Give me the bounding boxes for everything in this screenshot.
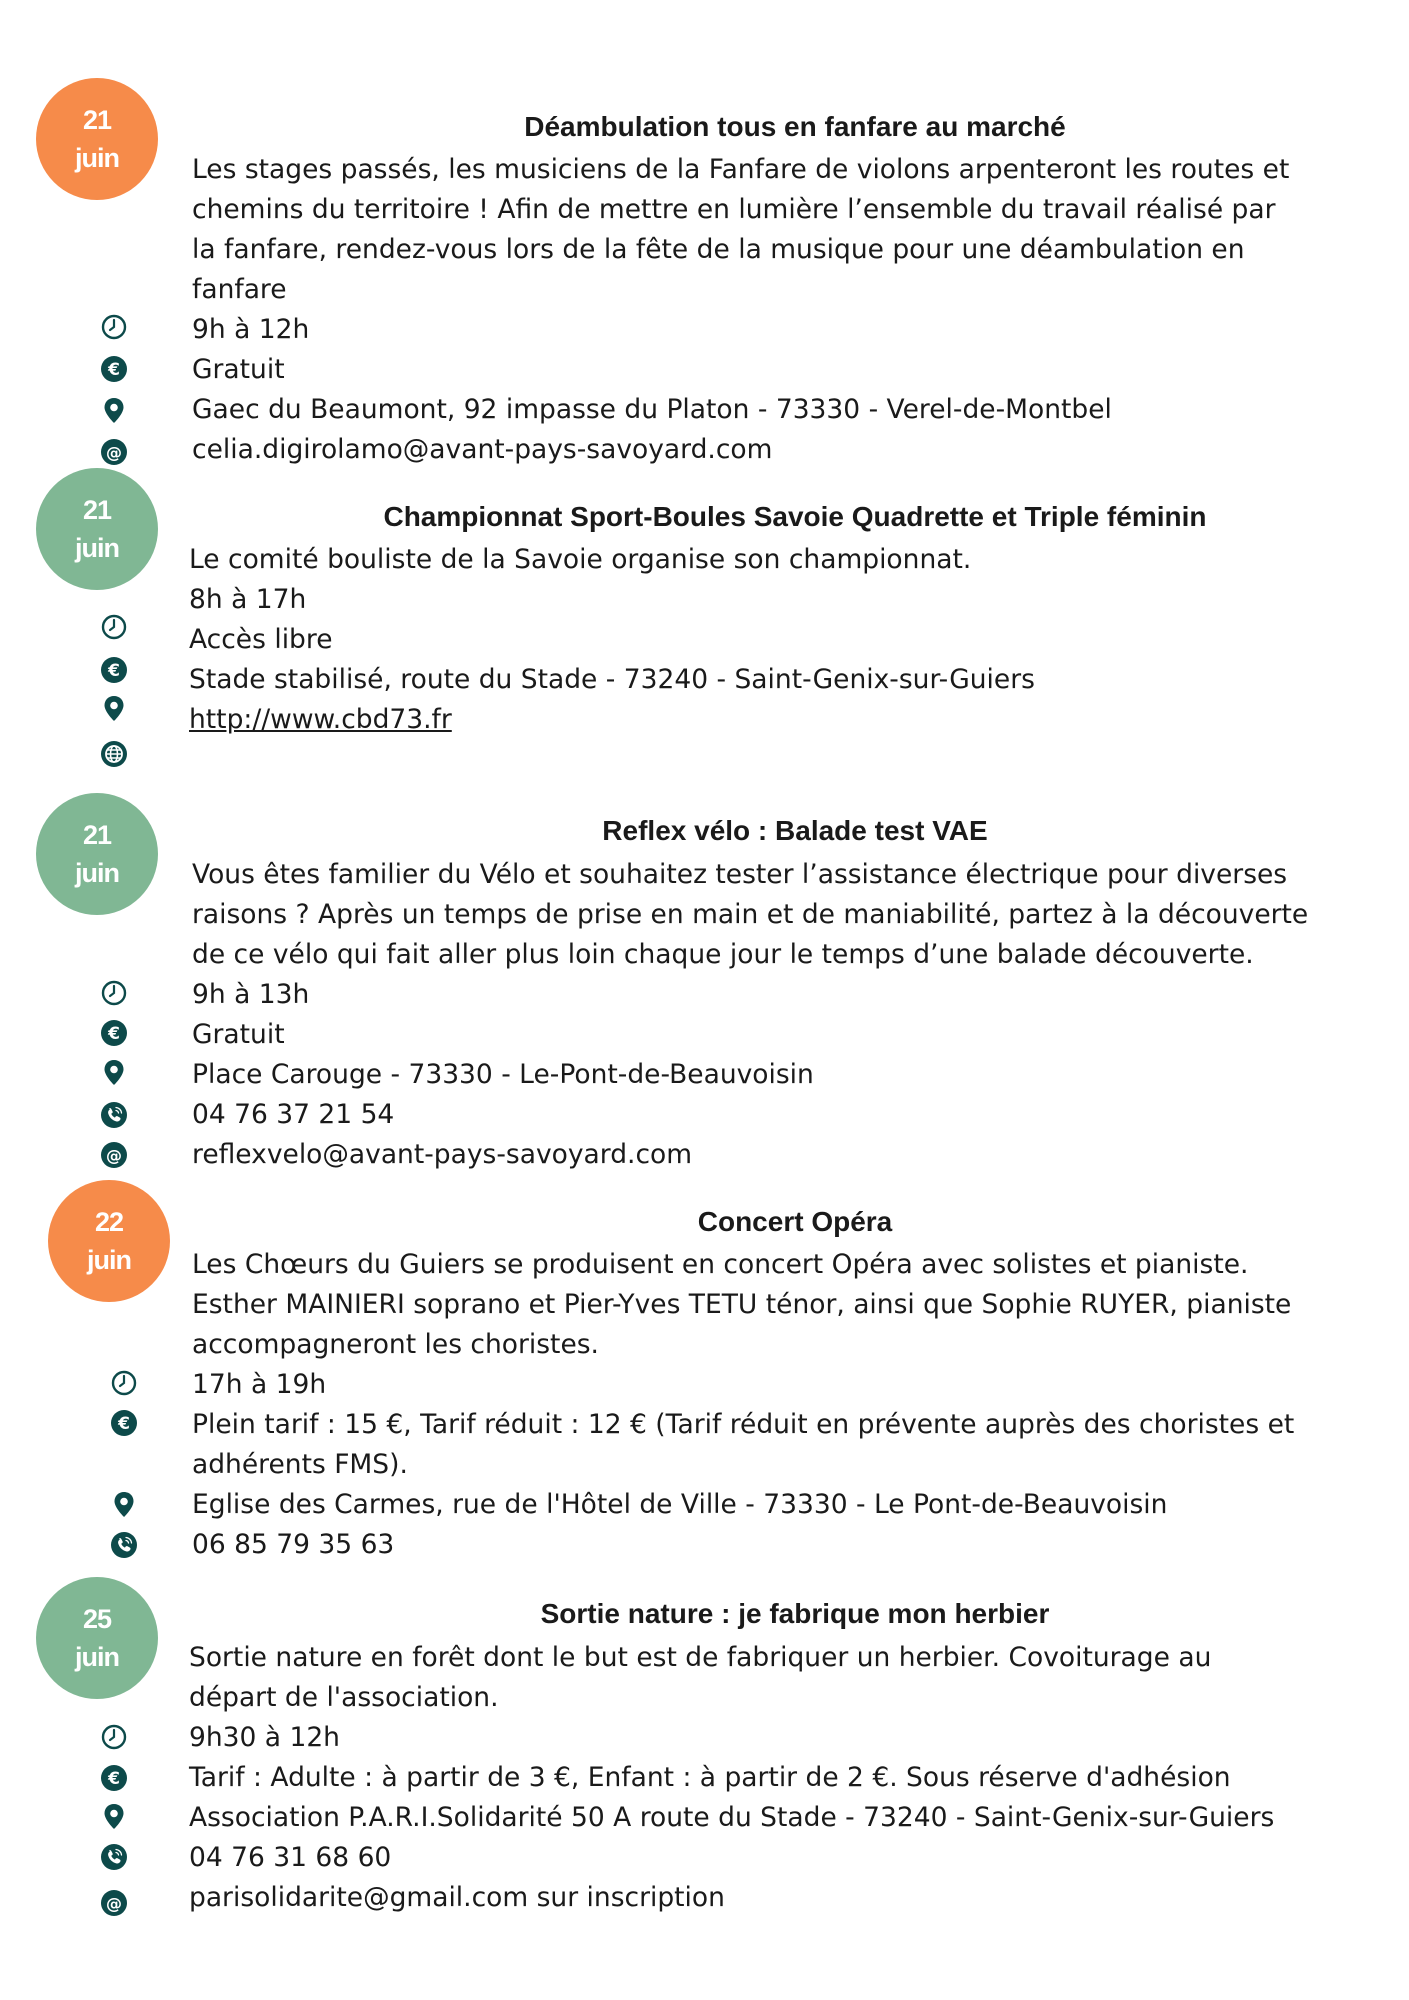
date-badge bbox=[48, 1180, 170, 1302]
date-badge bbox=[36, 78, 158, 200]
event-location: Stade stabilisé, route du Stade - 73240 - Saint-Genix-sur-Guiers bbox=[189, 664, 1035, 695]
phone-icon bbox=[100, 1101, 128, 1129]
euro-icon bbox=[110, 1409, 138, 1437]
event-price: Tarif : Adulte : à partir de 3 €, Enfant : à partir de 2 €. Sous réserve d'adhésion bbox=[189, 1762, 1231, 1793]
event-description: de ce vélo qui fait aller plus loin chaque jour le temps d’une balade découverte. bbox=[192, 939, 1254, 970]
event-time: 17h à 19h bbox=[192, 1369, 327, 1400]
svg-text:@: @ bbox=[106, 1146, 122, 1165]
svg-text:€: € bbox=[118, 1414, 130, 1434]
event-time: 9h à 13h bbox=[192, 979, 310, 1010]
date-day: 25 bbox=[82, 1604, 112, 1634]
phone-icon bbox=[110, 1531, 138, 1559]
location-pin-icon bbox=[100, 1058, 128, 1086]
date-day: 22 bbox=[94, 1207, 124, 1237]
event-price: Accès libre bbox=[189, 624, 333, 655]
globe-icon bbox=[100, 740, 128, 768]
event-price: Gratuit bbox=[192, 1019, 285, 1050]
date-day: 21 bbox=[82, 495, 112, 525]
svg-text:€: € bbox=[108, 1769, 120, 1789]
event-phone: 06 85 79 35 63 bbox=[192, 1529, 395, 1560]
euro-icon bbox=[100, 355, 128, 383]
event-title: Déambulation tous en fanfare au marché bbox=[524, 111, 1066, 142]
location-pin-icon bbox=[110, 1490, 138, 1518]
svg-text:€: € bbox=[108, 360, 120, 380]
event-location: Eglise des Carmes, rue de l'Hôtel de Ville - 73330 - Le Pont-de-Beauvoisin bbox=[192, 1489, 1168, 1520]
location-pin-icon bbox=[100, 694, 128, 722]
event-email[interactable]: reflexvelo@avant-pays-savoyard.com bbox=[192, 1139, 693, 1170]
clock-icon bbox=[100, 613, 128, 641]
event-time: 9h30 à 12h bbox=[189, 1722, 340, 1753]
location-pin-icon bbox=[100, 1802, 128, 1830]
svg-text:€: € bbox=[108, 1024, 120, 1044]
event-website-link[interactable]: http://www.cbd73.fr bbox=[189, 704, 452, 735]
event-email[interactable]: celia.digirolamo@avant-pays-savoyard.com bbox=[192, 434, 773, 465]
date-badge bbox=[36, 1577, 158, 1699]
event-title: Concert Opéra bbox=[697, 1206, 893, 1237]
event-description: Vous êtes familier du Vélo et souhaitez tester l’assistance électrique pour diverses bbox=[192, 859, 1288, 890]
event-description: départ de l'association. bbox=[189, 1682, 499, 1713]
date-month: juin bbox=[75, 143, 119, 173]
event-location: Gaec du Beaumont, 92 impasse du Platon - 73330 - Verel-de-Montbel bbox=[192, 394, 1112, 425]
event-description: chemins du territoire ! Afin de mettre en lumière l’ensemble du travail réalisé par bbox=[192, 194, 1276, 225]
date-badge bbox=[36, 793, 158, 915]
svg-text:@: @ bbox=[106, 1894, 122, 1913]
event-description: Les stages passés, les musiciens de la Fanfare de violons arpenteront les routes et bbox=[192, 154, 1290, 185]
event-title: Sortie nature : je fabrique mon herbier bbox=[540, 1598, 1050, 1629]
event-phone: 04 76 31 68 60 bbox=[189, 1842, 392, 1873]
svg-text:€: € bbox=[108, 661, 120, 681]
event-title: Reflex vélo : Balade test VAE bbox=[602, 815, 988, 846]
email-at-icon bbox=[100, 1141, 128, 1169]
date-day: 21 bbox=[82, 820, 112, 850]
event-phone: 04 76 37 21 54 bbox=[192, 1099, 395, 1130]
phone-icon bbox=[100, 1843, 128, 1871]
location-pin-icon bbox=[100, 396, 128, 424]
svg-text:@: @ bbox=[106, 443, 122, 462]
euro-icon bbox=[100, 1019, 128, 1047]
date-month: juin bbox=[75, 1642, 119, 1672]
clock-icon bbox=[100, 1723, 128, 1751]
date-month: juin bbox=[75, 533, 119, 563]
email-at-icon bbox=[100, 438, 128, 466]
event-description: accompagneront les choristes. bbox=[192, 1329, 599, 1360]
event-time: 9h à 12h bbox=[192, 314, 310, 345]
event-email[interactable]: parisolidarite@gmail.com sur inscription bbox=[189, 1882, 725, 1913]
euro-icon bbox=[100, 1764, 128, 1792]
event-location: Place Carouge - 73330 - Le-Pont-de-Beauvoisin bbox=[192, 1059, 814, 1090]
event-price: Plein tarif : 15 €, Tarif réduit : 12 € (Tarif réduit en prévente auprès des choristes et bbox=[192, 1409, 1295, 1440]
event-time: 8h à 17h bbox=[189, 584, 307, 615]
event-price: Gratuit bbox=[192, 354, 285, 385]
event-title: Championnat Sport-Boules Savoie Quadrette et Triple féminin bbox=[383, 501, 1207, 532]
event-location: Association P.A.R.I.Solidarité 50 A route du Stade - 73240 - Saint-Genix-sur-Guiers bbox=[189, 1802, 1275, 1833]
event-description: fanfare bbox=[192, 274, 287, 305]
date-month: juin bbox=[75, 858, 119, 888]
clock-icon bbox=[110, 1369, 138, 1397]
event-price: adhérents FMS). bbox=[192, 1449, 408, 1480]
event-description: la fanfare, rendez-vous lors de la fête de la musique pour une déambulation en bbox=[192, 234, 1245, 265]
euro-icon bbox=[100, 656, 128, 684]
date-month: juin bbox=[87, 1245, 131, 1275]
clock-icon bbox=[100, 313, 128, 341]
email-at-icon bbox=[100, 1889, 128, 1917]
event-description: Sortie nature en forêt dont le but est de fabriquer un herbier. Covoiturage au bbox=[189, 1642, 1212, 1673]
event-description: Le comité bouliste de la Savoie organise son championnat. bbox=[189, 544, 972, 575]
date-day: 21 bbox=[82, 105, 112, 135]
date-badge bbox=[36, 468, 158, 590]
event-description: Esther MAINIERI soprano et Pier-Yves TETU ténor, ainsi que Sophie RUYER, pianiste bbox=[192, 1289, 1292, 1320]
clock-icon bbox=[100, 979, 128, 1007]
event-description: raisons ? Après un temps de prise en main et de maniabilité, partez à la découverte bbox=[192, 899, 1309, 930]
event-description: Les Chœurs du Guiers se produisent en concert Opéra avec solistes et pianiste. bbox=[192, 1249, 1249, 1280]
